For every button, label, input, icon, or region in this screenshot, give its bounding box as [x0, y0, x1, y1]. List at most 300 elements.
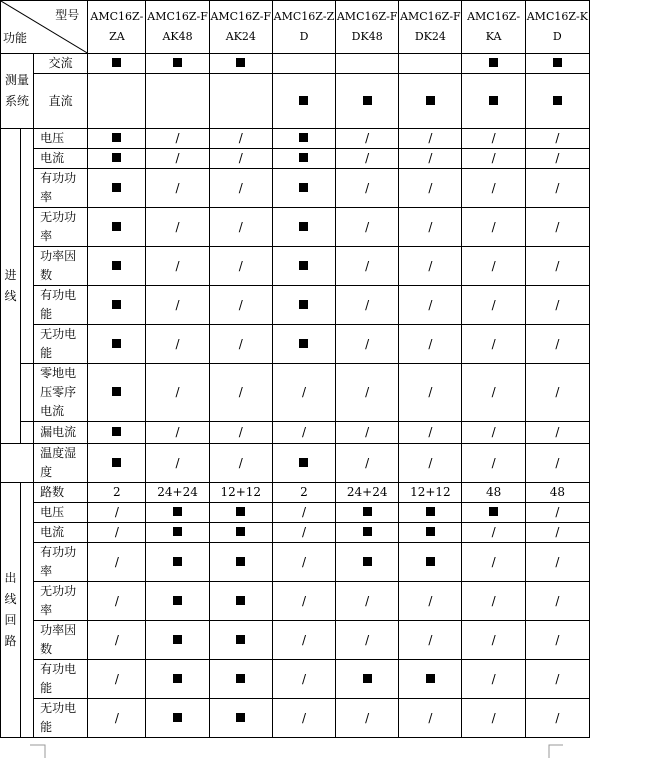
blank-cell: [21, 422, 34, 444]
unsupported-slash: /: [114, 554, 119, 569]
supported-square-icon: [173, 674, 182, 683]
unsupported-slash: /: [491, 554, 496, 569]
function-label-cell: 有功电能: [34, 286, 88, 325]
function-label-cell: 交流: [34, 54, 88, 74]
category-measurement-system: 测量系统: [1, 54, 34, 129]
value-cell: [462, 699, 525, 738]
value-cell: [462, 483, 525, 503]
unsupported-slash: /: [555, 425, 560, 439]
function-label-cell: 有功功率: [34, 169, 88, 208]
unsupported-slash: /: [301, 505, 306, 519]
model-name-line2: D: [299, 30, 309, 43]
unsupported-slash: /: [175, 425, 180, 439]
value-cell: [399, 699, 462, 738]
value-cell: [336, 621, 399, 660]
row-out-active-power: [1, 543, 590, 582]
unsupported-slash: /: [301, 385, 306, 399]
value-cell: [88, 247, 146, 286]
function-label: 功能: [3, 31, 28, 45]
value-cell: [209, 286, 272, 325]
supported-square-icon: [112, 58, 121, 67]
unsupported-slash: /: [114, 632, 119, 647]
supported-square-icon: [236, 507, 245, 516]
value-cell: [272, 74, 335, 129]
value-cell: [399, 483, 462, 503]
unsupported-slash: /: [491, 385, 496, 399]
value-text: 24+24: [346, 485, 388, 499]
unsupported-slash: /: [301, 593, 306, 608]
value-cell: [462, 169, 525, 208]
value-text: 12+12: [410, 485, 451, 499]
value-cell: [399, 660, 462, 699]
model-name-line1: AMC16Z-: [467, 10, 521, 23]
value-cell: [336, 129, 399, 149]
value-cell: [336, 54, 399, 74]
value-cell: [209, 660, 272, 699]
supported-square-icon: [236, 596, 245, 605]
supported-square-icon: [363, 527, 372, 536]
model-header-cell: [209, 1, 272, 54]
unsupported-slash: /: [238, 455, 243, 470]
value-cell: [525, 364, 589, 422]
row-temp-humidity: [1, 444, 590, 483]
value-cell: [336, 325, 399, 364]
value-cell: [209, 422, 272, 444]
unsupported-slash: /: [555, 671, 560, 686]
value-cell: [399, 54, 462, 74]
function-label-cell: 无功功率: [34, 208, 88, 247]
value-cell: [88, 149, 146, 169]
unsupported-slash: /: [365, 632, 370, 647]
row-out-active-energy: [1, 660, 590, 699]
unsupported-slash: /: [365, 219, 370, 234]
row-zero-seq: [1, 364, 590, 422]
supported-square-icon: [363, 96, 372, 105]
supported-square-icon: [236, 674, 245, 683]
blank-cell: [1, 444, 34, 483]
value-cell: [146, 444, 209, 483]
value-cell: [525, 54, 589, 74]
value-cell: [272, 129, 335, 149]
value-cell: [525, 169, 589, 208]
value-cell: [209, 247, 272, 286]
function-label-cell: 路数: [34, 483, 88, 503]
value-cell: [462, 422, 525, 444]
value-cell: [209, 523, 272, 543]
unsupported-slash: /: [491, 525, 496, 539]
unsupported-slash: /: [114, 593, 119, 608]
supported-square-icon: [299, 222, 308, 231]
value-cell: [336, 543, 399, 582]
unsupported-slash: /: [365, 425, 370, 439]
value-cell: [88, 74, 146, 129]
row-out-voltage: [1, 503, 590, 523]
value-cell: [336, 582, 399, 621]
supported-square-icon: [489, 96, 498, 105]
unsupported-slash: /: [238, 180, 243, 195]
supported-square-icon: [299, 261, 308, 270]
value-cell: [146, 169, 209, 208]
supported-square-icon: [299, 133, 308, 142]
unsupported-slash: /: [491, 151, 496, 165]
unsupported-slash: /: [301, 425, 306, 439]
unsupported-slash: /: [428, 710, 433, 725]
unsupported-slash: /: [301, 671, 306, 686]
value-cell: [88, 444, 146, 483]
unsupported-slash: /: [555, 554, 560, 569]
value-cell: [88, 699, 146, 738]
model-name-line1: AMC16Z-Z: [273, 10, 335, 23]
unsupported-slash: /: [238, 425, 243, 439]
value-cell: [209, 699, 272, 738]
unsupported-slash: /: [428, 151, 433, 165]
unsupported-slash: /: [491, 425, 496, 439]
value-cell: [146, 660, 209, 699]
value-cell: [88, 543, 146, 582]
unsupported-slash: /: [428, 219, 433, 234]
value-cell: [146, 325, 209, 364]
unsupported-slash: /: [365, 297, 370, 312]
value-cell: [88, 129, 146, 149]
value-cell: [146, 523, 209, 543]
supported-square-icon: [112, 261, 121, 270]
value-cell: [399, 208, 462, 247]
value-cell: [399, 543, 462, 582]
value-cell: [272, 621, 335, 660]
model-name-line1: AMC16Z-: [90, 10, 144, 23]
row-out-power-factor: [1, 621, 590, 660]
model-header-cell: [146, 1, 209, 54]
unsupported-slash: /: [175, 151, 180, 165]
value-cell: [336, 503, 399, 523]
value-cell: [272, 364, 335, 422]
row-in-active-power: [1, 169, 590, 208]
value-cell: [399, 444, 462, 483]
value-cell: [88, 169, 146, 208]
supported-square-icon: [112, 222, 121, 231]
value-cell: [462, 660, 525, 699]
unsupported-slash: /: [428, 425, 433, 439]
value-cell: [209, 149, 272, 169]
unsupported-slash: /: [238, 219, 243, 234]
unsupported-slash: /: [238, 151, 243, 165]
model-name-line2: KA: [485, 30, 502, 43]
unsupported-slash: /: [365, 151, 370, 165]
unsupported-slash: /: [114, 671, 119, 686]
blank-cell: [21, 364, 34, 422]
model-header-cell: [399, 1, 462, 54]
value-cell: [209, 444, 272, 483]
value-cell: [525, 660, 589, 699]
value-cell: [399, 621, 462, 660]
unsupported-slash: /: [491, 632, 496, 647]
row-out-reactive-energy: [1, 699, 590, 738]
function-label-cell: 无功电能: [34, 699, 88, 738]
function-label-cell: 无功电能: [34, 325, 88, 364]
value-cell: [399, 247, 462, 286]
supported-square-icon: [299, 153, 308, 162]
value-cell: [146, 483, 209, 503]
value-cell: [462, 364, 525, 422]
unsupported-slash: /: [555, 336, 560, 351]
unsupported-slash: /: [175, 455, 180, 470]
row-out-channels: [1, 483, 590, 503]
value-cell: [209, 208, 272, 247]
page-corner-mark-left: [30, 744, 46, 758]
value-cell: [272, 483, 335, 503]
value-cell: [399, 325, 462, 364]
unsupported-slash: /: [491, 671, 496, 686]
value-text: 2: [300, 485, 308, 499]
function-label-cell: 功率因数: [34, 621, 88, 660]
row-out-current: [1, 523, 590, 543]
value-text: 24+24: [157, 485, 198, 499]
value-cell: [146, 621, 209, 660]
supported-square-icon: [173, 557, 182, 566]
value-text: 48: [485, 485, 502, 499]
value-cell: [88, 364, 146, 422]
supported-square-icon: [112, 300, 121, 309]
unsupported-slash: /: [555, 385, 560, 399]
unsupported-slash: /: [555, 455, 560, 470]
value-cell: [525, 543, 589, 582]
row-dc: [1, 74, 590, 129]
unsupported-slash: /: [365, 455, 370, 470]
value-cell: [209, 582, 272, 621]
value-cell: [336, 660, 399, 699]
unsupported-slash: /: [491, 455, 496, 470]
value-cell: [209, 543, 272, 582]
unsupported-slash: /: [555, 593, 560, 608]
value-cell: [209, 74, 272, 129]
unsupported-slash: /: [301, 554, 306, 569]
value-cell: [462, 149, 525, 169]
unsupported-slash: /: [238, 131, 243, 145]
function-label-cell: 零地电压零序电流: [34, 364, 88, 422]
model-header-cell: [336, 1, 399, 54]
unsupported-slash: /: [238, 336, 243, 351]
supported-square-icon: [112, 153, 121, 162]
value-cell: [88, 208, 146, 247]
row-in-reactive-power: [1, 208, 590, 247]
row-in-active-energy: [1, 286, 590, 325]
header-row: [1, 1, 590, 54]
row-in-reactive-energy: [1, 325, 590, 364]
unsupported-slash: /: [365, 180, 370, 195]
supported-square-icon: [299, 300, 308, 309]
function-label-cell: 电流: [34, 523, 88, 543]
unsupported-slash: /: [491, 180, 496, 195]
value-cell: [399, 149, 462, 169]
supported-square-icon: [363, 507, 372, 516]
unsupported-slash: /: [365, 593, 370, 608]
value-cell: [88, 582, 146, 621]
value-cell: [399, 74, 462, 129]
value-cell: [272, 149, 335, 169]
value-cell: [146, 286, 209, 325]
unsupported-slash: /: [491, 131, 496, 145]
unsupported-slash: /: [428, 336, 433, 351]
value-cell: [399, 523, 462, 543]
unsupported-slash: /: [428, 455, 433, 470]
value-cell: [88, 503, 146, 523]
model-name-line2: ZA: [109, 30, 125, 43]
model-name-line1: AMC16Z-F: [210, 10, 272, 23]
category-incoming: 进线: [1, 129, 21, 444]
supported-square-icon: [112, 427, 121, 436]
function-label-cell: 功率因数: [34, 247, 88, 286]
value-cell: [146, 247, 209, 286]
value-cell: [399, 129, 462, 149]
row-leakage: [1, 422, 590, 444]
value-cell: [272, 523, 335, 543]
supported-square-icon: [489, 507, 498, 516]
value-cell: [399, 503, 462, 523]
value-cell: [525, 503, 589, 523]
value-cell: [399, 422, 462, 444]
supported-square-icon: [173, 507, 182, 516]
value-cell: [272, 444, 335, 483]
value-cell: [336, 247, 399, 286]
value-cell: [209, 621, 272, 660]
unsupported-slash: /: [301, 710, 306, 725]
model-header-cell: [88, 1, 146, 54]
unsupported-slash: /: [555, 505, 560, 519]
unsupported-slash: /: [365, 131, 370, 145]
value-cell: [146, 699, 209, 738]
supported-square-icon: [553, 58, 562, 67]
unsupported-slash: /: [555, 632, 560, 647]
value-cell: [525, 582, 589, 621]
value-cell: [525, 483, 589, 503]
supported-square-icon: [299, 458, 308, 467]
unsupported-slash: /: [555, 180, 560, 195]
value-cell: [272, 325, 335, 364]
unsupported-slash: /: [428, 593, 433, 608]
unsupported-slash: /: [555, 525, 560, 539]
value-cell: [272, 660, 335, 699]
supported-square-icon: [426, 96, 435, 105]
model-header-cell: [462, 1, 525, 54]
value-cell: [525, 325, 589, 364]
value-cell: [88, 422, 146, 444]
value-cell: [525, 286, 589, 325]
supported-square-icon: [299, 339, 308, 348]
unsupported-slash: /: [175, 258, 180, 273]
supported-square-icon: [112, 339, 121, 348]
supported-square-icon: [426, 674, 435, 683]
value-cell: [146, 74, 209, 129]
supported-square-icon: [112, 133, 121, 142]
value-cell: [399, 582, 462, 621]
value-cell: [525, 699, 589, 738]
function-label-cell: 有功功率: [34, 543, 88, 582]
unsupported-slash: /: [175, 336, 180, 351]
value-cell: [336, 422, 399, 444]
value-cell: [336, 208, 399, 247]
unsupported-slash: /: [428, 297, 433, 312]
supported-square-icon: [112, 458, 121, 467]
model-name-line1: AMC16Z-F: [147, 10, 208, 23]
unsupported-slash: /: [491, 593, 496, 608]
value-cell: [525, 444, 589, 483]
model-name-line2: D: [552, 30, 562, 43]
unsupported-slash: /: [301, 632, 306, 647]
value-cell: [146, 582, 209, 621]
supported-square-icon: [553, 96, 562, 105]
value-cell: [88, 325, 146, 364]
value-cell: [336, 286, 399, 325]
value-cell: [272, 543, 335, 582]
value-cell: [88, 621, 146, 660]
value-cell: [462, 129, 525, 149]
function-label-cell: 漏电流: [34, 422, 88, 444]
supported-square-icon: [489, 58, 498, 67]
blank-cell: [21, 129, 34, 364]
value-text: 12+12: [220, 485, 262, 499]
unsupported-slash: /: [365, 336, 370, 351]
value-cell: [525, 74, 589, 129]
value-cell: [209, 364, 272, 422]
unsupported-slash: /: [114, 710, 119, 725]
value-cell: [462, 444, 525, 483]
function-label-cell: 有功电能: [34, 660, 88, 699]
supported-square-icon: [173, 527, 182, 536]
value-cell: [336, 699, 399, 738]
unsupported-slash: /: [175, 385, 180, 399]
function-label-cell: 温度湿度: [34, 444, 88, 483]
value-cell: [525, 621, 589, 660]
unsupported-slash: /: [491, 336, 496, 351]
row-out-reactive-power: [1, 582, 590, 621]
model-function-header: [1, 1, 88, 54]
supported-square-icon: [173, 635, 182, 644]
supported-square-icon: [112, 387, 121, 396]
value-cell: [462, 247, 525, 286]
blank-cell: [21, 483, 34, 738]
supported-square-icon: [426, 557, 435, 566]
value-cell: [272, 503, 335, 523]
unsupported-slash: /: [555, 151, 560, 165]
function-label-cell: 电压: [34, 503, 88, 523]
value-cell: [209, 54, 272, 74]
unsupported-slash: /: [428, 632, 433, 647]
unsupported-slash: /: [114, 525, 119, 539]
value-cell: [272, 699, 335, 738]
value-cell: [272, 286, 335, 325]
model-label: 型号: [55, 8, 80, 22]
model-name-line2: DK24: [414, 30, 446, 43]
value-cell: [462, 503, 525, 523]
value-cell: [336, 483, 399, 503]
supported-square-icon: [426, 507, 435, 516]
unsupported-slash: /: [175, 131, 180, 145]
supported-square-icon: [173, 713, 182, 722]
value-cell: [209, 325, 272, 364]
function-label-cell: 电压: [34, 129, 88, 149]
unsupported-slash: /: [428, 385, 433, 399]
value-cell: [209, 503, 272, 523]
model-name-line1: AMC16Z-K: [526, 10, 588, 23]
value-cell: [462, 208, 525, 247]
supported-square-icon: [236, 557, 245, 566]
value-cell: [88, 286, 146, 325]
unsupported-slash: /: [491, 710, 496, 725]
unsupported-slash: /: [365, 710, 370, 725]
value-cell: [209, 129, 272, 149]
model-name-line1: AMC16Z-F: [400, 10, 461, 23]
supported-square-icon: [236, 527, 245, 536]
